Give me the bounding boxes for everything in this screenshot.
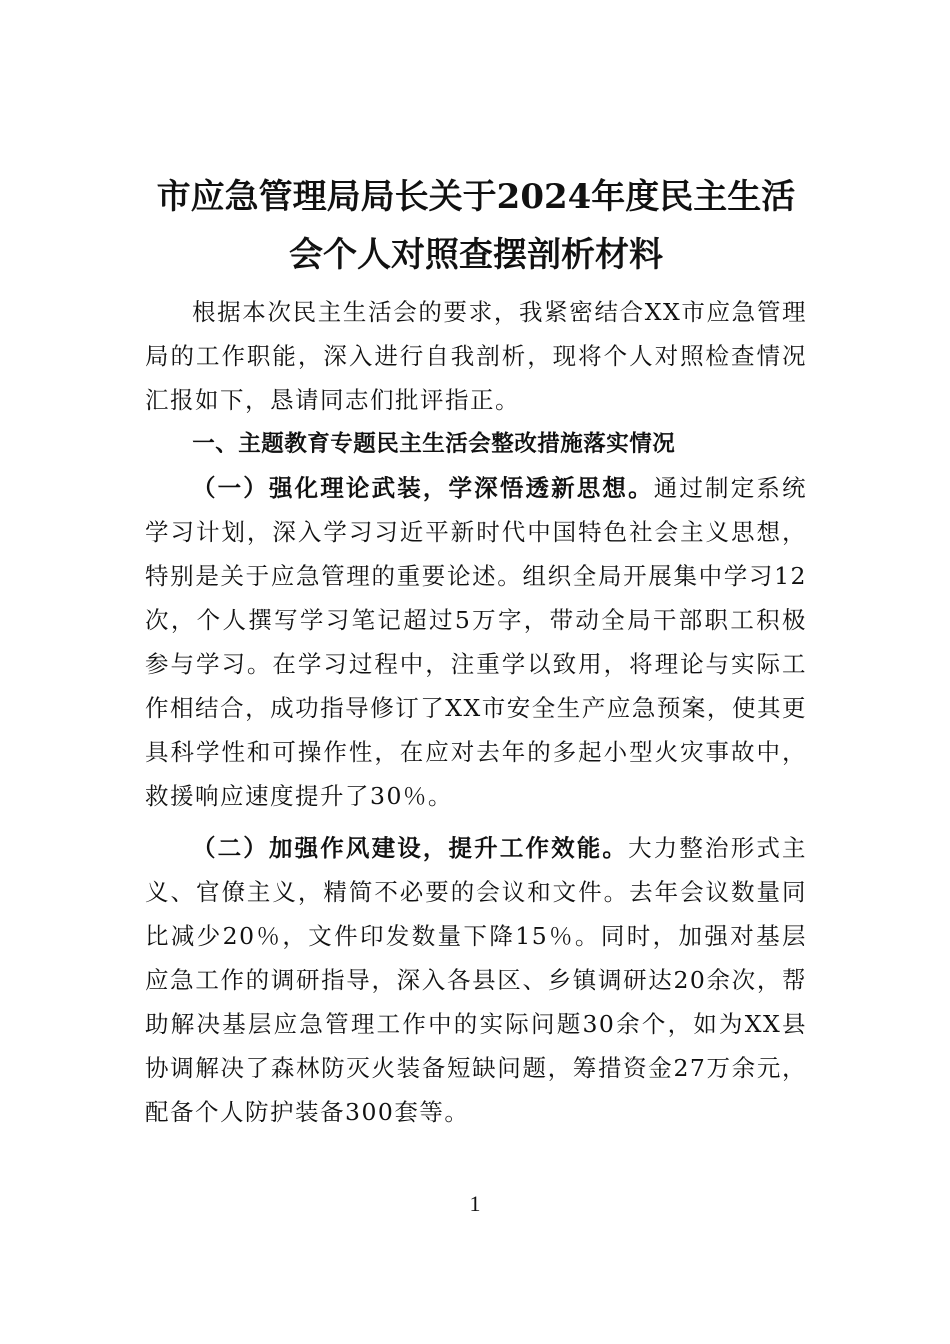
page-number: 1 [469, 1191, 481, 1216]
subsection-2-paragraph [145, 826, 807, 1134]
document-body [145, 168, 807, 1134]
subsection-2-heading: （二）加强作风建设，提升工作效能。 [192, 834, 629, 862]
subsection-1-heading: （一）强化理论武装，学深悟透新思想。 [192, 474, 654, 502]
document-title [145, 168, 807, 284]
subsection-2-body: 大力整治形式主义、官僚主义，精简不必要的会议和文件。去年会议数量同比减少20％，文件印发数量下降15％。同时，加强对基层应急工作的调研指导，深入各县区、乡镇调研达20余次，帮助解决基层应急管理工作中的实际问题30余个，如为XX县协调解决了森林防灭火装备短缺问题，筹措资金27万余元，配备个人防护装备300套等。 [145, 834, 808, 1126]
intro-paragraph: 根据本次民主生活会的要求，我紧密结合XX市应急管理局的工作职能，深入进行自我剖析，现将个人对照检查情况汇报如下，恳请同志们批评指正。 [145, 298, 807, 414]
title-line-1: 市应急管理局局长关于2024年度民主生活 [156, 177, 796, 217]
section-heading-1: 一、主题教育专题民主生活会整改措施落实情况 [192, 431, 676, 457]
subsection-1-body: 通过制定系统学习计划，深入学习习近平新时代中国特色社会主义思想，特别是关于应急管理的重要论述。组织全局开展集中学习12次，个人撰写学习笔记超过5万字，带动全局干部职工积极参与学习。在学习过程中，注重学以致用，将理论与实际工作相结合，成功指导修订了XX市安全生产应急预案，使其更具科学性和可操作性，在应对去年的多起小型火灾事故中，救援响应速度提升了30％。 [145, 474, 808, 810]
subsection-1-paragraph [145, 466, 807, 818]
title-line-2: 会个人对照查摆剖析材料 [289, 235, 663, 275]
